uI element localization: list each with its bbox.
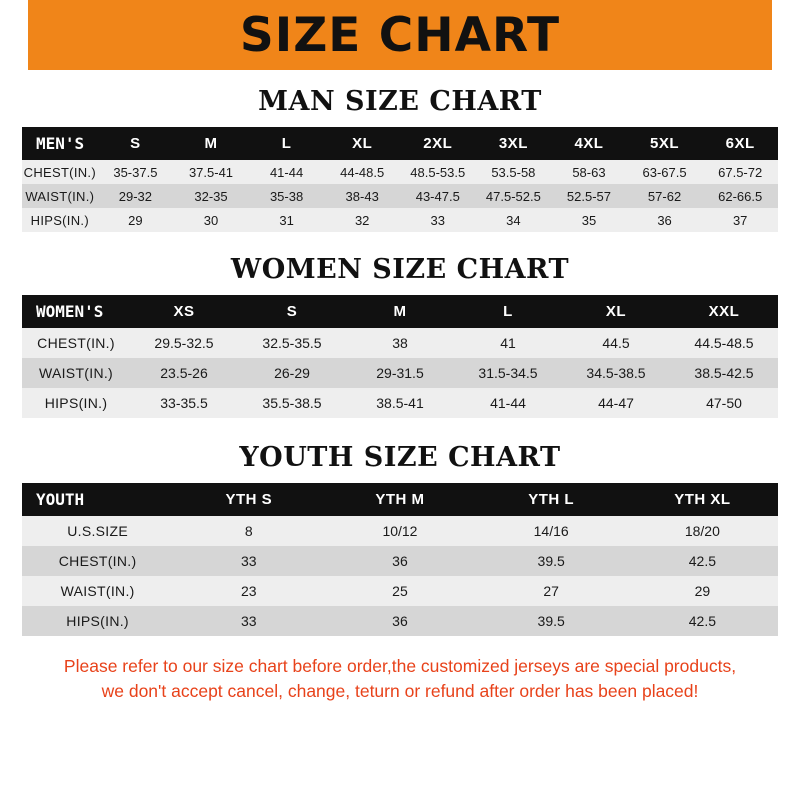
youth-header-s: YTH S: [173, 483, 324, 516]
women-row1-c5: 34.5-38.5: [562, 358, 670, 388]
man-row1-c5: 43-47.5: [400, 184, 476, 208]
women-header-l: L: [454, 295, 562, 328]
women-row1-c6: 38.5-42.5: [670, 358, 778, 388]
table-header-row: [22, 127, 778, 160]
man-row0-c8: 63-67.5: [627, 160, 703, 184]
man-row2-c6: 34: [476, 208, 552, 232]
youth-row2-label: WAIST(IN.): [22, 576, 173, 606]
youth-row3-c4: 42.5: [627, 606, 778, 636]
man-row0-c9: 67.5-72: [702, 160, 778, 184]
youth-row0-c1: 8: [173, 516, 324, 546]
table-row: [22, 328, 778, 358]
youth-row1-c1: 33: [173, 546, 324, 576]
women-row0-c6: 44.5-48.5: [670, 328, 778, 358]
man-row0-c7: 58-63: [551, 160, 627, 184]
man-header-6xl: 6XL: [702, 127, 778, 160]
women-row2-c3: 38.5-41: [346, 388, 454, 418]
youth-size-table: [22, 483, 778, 636]
women-row2-label: HIPS(IN.): [22, 388, 130, 418]
women-header-s: S: [238, 295, 346, 328]
women-row2-c1: 33-35.5: [130, 388, 238, 418]
man-row2-label: HIPS(IN.): [22, 208, 98, 232]
man-row0-c1: 35-37.5: [98, 160, 174, 184]
women-row0-c1: 29.5-32.5: [130, 328, 238, 358]
table-row: [22, 160, 778, 184]
man-row1-c4: 38-43: [324, 184, 400, 208]
women-header-label: WOMEN'S: [22, 295, 130, 328]
man-row1-c6: 47.5-52.5: [476, 184, 552, 208]
youth-header-xl: YTH XL: [627, 483, 778, 516]
man-header-xl: XL: [324, 127, 400, 160]
youth-row0-label: U.S.SIZE: [22, 516, 173, 546]
table-row: [22, 208, 778, 232]
footer-note-line2: we don't accept cancel, change, teturn or refund after order has been placed!: [101, 681, 699, 702]
man-row2-c3: 31: [249, 208, 325, 232]
man-row2-c9: 37: [702, 208, 778, 232]
man-header-3xl: 3XL: [476, 127, 552, 160]
women-row1-c3: 29-31.5: [346, 358, 454, 388]
women-row0-c4: 41: [454, 328, 562, 358]
women-row1-label: WAIST(IN.): [22, 358, 130, 388]
youth-row3-c2: 36: [324, 606, 475, 636]
women-row0-c3: 38: [346, 328, 454, 358]
youth-row3-label: HIPS(IN.): [22, 606, 173, 636]
women-row0-label: CHEST(IN.): [22, 328, 130, 358]
man-row0-c4: 44-48.5: [324, 160, 400, 184]
women-row2-c2: 35.5-38.5: [238, 388, 346, 418]
man-row2-c7: 35: [551, 208, 627, 232]
women-row0-c2: 32.5-35.5: [238, 328, 346, 358]
women-row2-c5: 44-47: [562, 388, 670, 418]
man-row1-c3: 35-38: [249, 184, 325, 208]
youth-header-label: YOUTH: [22, 483, 173, 516]
youth-row2-c3: 27: [476, 576, 627, 606]
youth-table-body: [22, 516, 778, 636]
youth-row0-c4: 18/20: [627, 516, 778, 546]
man-table-head: [22, 127, 778, 160]
man-row1-c2: 32-35: [173, 184, 249, 208]
man-row1-label: WAIST(IN.): [22, 184, 98, 208]
man-header-4xl: 4XL: [551, 127, 627, 160]
youth-row0-c3: 14/16: [476, 516, 627, 546]
man-row0-c2: 37.5-41: [173, 160, 249, 184]
man-row0-c5: 48.5-53.5: [400, 160, 476, 184]
women-table-body: [22, 328, 778, 418]
man-header-5xl: 5XL: [627, 127, 703, 160]
women-header-xxl: XXL: [670, 295, 778, 328]
man-row2-c2: 30: [173, 208, 249, 232]
youth-row1-c2: 36: [324, 546, 475, 576]
man-header-2xl: 2XL: [400, 127, 476, 160]
man-row2-c1: 29: [98, 208, 174, 232]
youth-header-m: YTH M: [324, 483, 475, 516]
youth-row1-c3: 39.5: [476, 546, 627, 576]
footer-note-line1: Please refer to our size chart before order,the customized jerseys are special products,: [63, 656, 737, 676]
women-row1-c4: 31.5-34.5: [454, 358, 562, 388]
youth-header-l: YTH L: [476, 483, 627, 516]
man-row1-c1: 29-32: [98, 184, 174, 208]
table-row: [22, 358, 778, 388]
youth-row2-c4: 29: [627, 576, 778, 606]
footer-note: [22, 654, 778, 705]
header-right-spacer: [772, 0, 800, 70]
man-row1-c8: 57-62: [627, 184, 703, 208]
man-header-label: MEN'S: [22, 127, 98, 160]
women-row2-c4: 41-44: [454, 388, 562, 418]
content: [0, 86, 800, 705]
man-row1-c9: 62-66.5: [702, 184, 778, 208]
man-header-s: S: [98, 127, 174, 160]
table-header-row: [22, 295, 778, 328]
women-section-title: WOMEN SIZE CHART: [230, 254, 570, 285]
youth-row1-c4: 42.5: [627, 546, 778, 576]
man-row0-c3: 41-44: [249, 160, 325, 184]
table-row: [22, 184, 778, 208]
women-row2-c6: 47-50: [670, 388, 778, 418]
women-size-table: [22, 295, 778, 418]
man-size-table: [22, 127, 778, 232]
youth-row2-c1: 23: [173, 576, 324, 606]
youth-section-title: YOUTH SIZE CHART: [239, 442, 561, 473]
table-row: [22, 388, 778, 418]
man-row0-label: CHEST(IN.): [22, 160, 98, 184]
women-table-head: [22, 295, 778, 328]
man-section-title: MAN SIZE CHART: [258, 86, 542, 117]
man-table-body: [22, 160, 778, 232]
man-header-l: L: [249, 127, 325, 160]
youth-row2-c2: 25: [324, 576, 475, 606]
header-left-spacer: [0, 0, 28, 70]
table-header-row: [22, 483, 778, 516]
table-row: [22, 606, 778, 636]
women-row1-c2: 26-29: [238, 358, 346, 388]
table-row: [22, 576, 778, 606]
man-row1-c7: 52.5-57: [551, 184, 627, 208]
page-title: SIZE CHART: [239, 7, 561, 63]
youth-row0-c2: 10/12: [324, 516, 475, 546]
table-row: [22, 516, 778, 546]
youth-row3-c1: 33: [173, 606, 324, 636]
man-row2-c4: 32: [324, 208, 400, 232]
man-row2-c8: 36: [627, 208, 703, 232]
youth-row1-label: CHEST(IN.): [22, 546, 173, 576]
women-header-xs: XS: [130, 295, 238, 328]
header-band: [0, 0, 800, 70]
youth-table-head: [22, 483, 778, 516]
women-row1-c1: 23.5-26: [130, 358, 238, 388]
women-row0-c5: 44.5: [562, 328, 670, 358]
youth-row3-c3: 39.5: [476, 606, 627, 636]
man-row0-c6: 53.5-58: [476, 160, 552, 184]
man-row2-c5: 33: [400, 208, 476, 232]
table-row: [22, 546, 778, 576]
women-header-xl: XL: [562, 295, 670, 328]
women-header-m: M: [346, 295, 454, 328]
man-header-m: M: [173, 127, 249, 160]
